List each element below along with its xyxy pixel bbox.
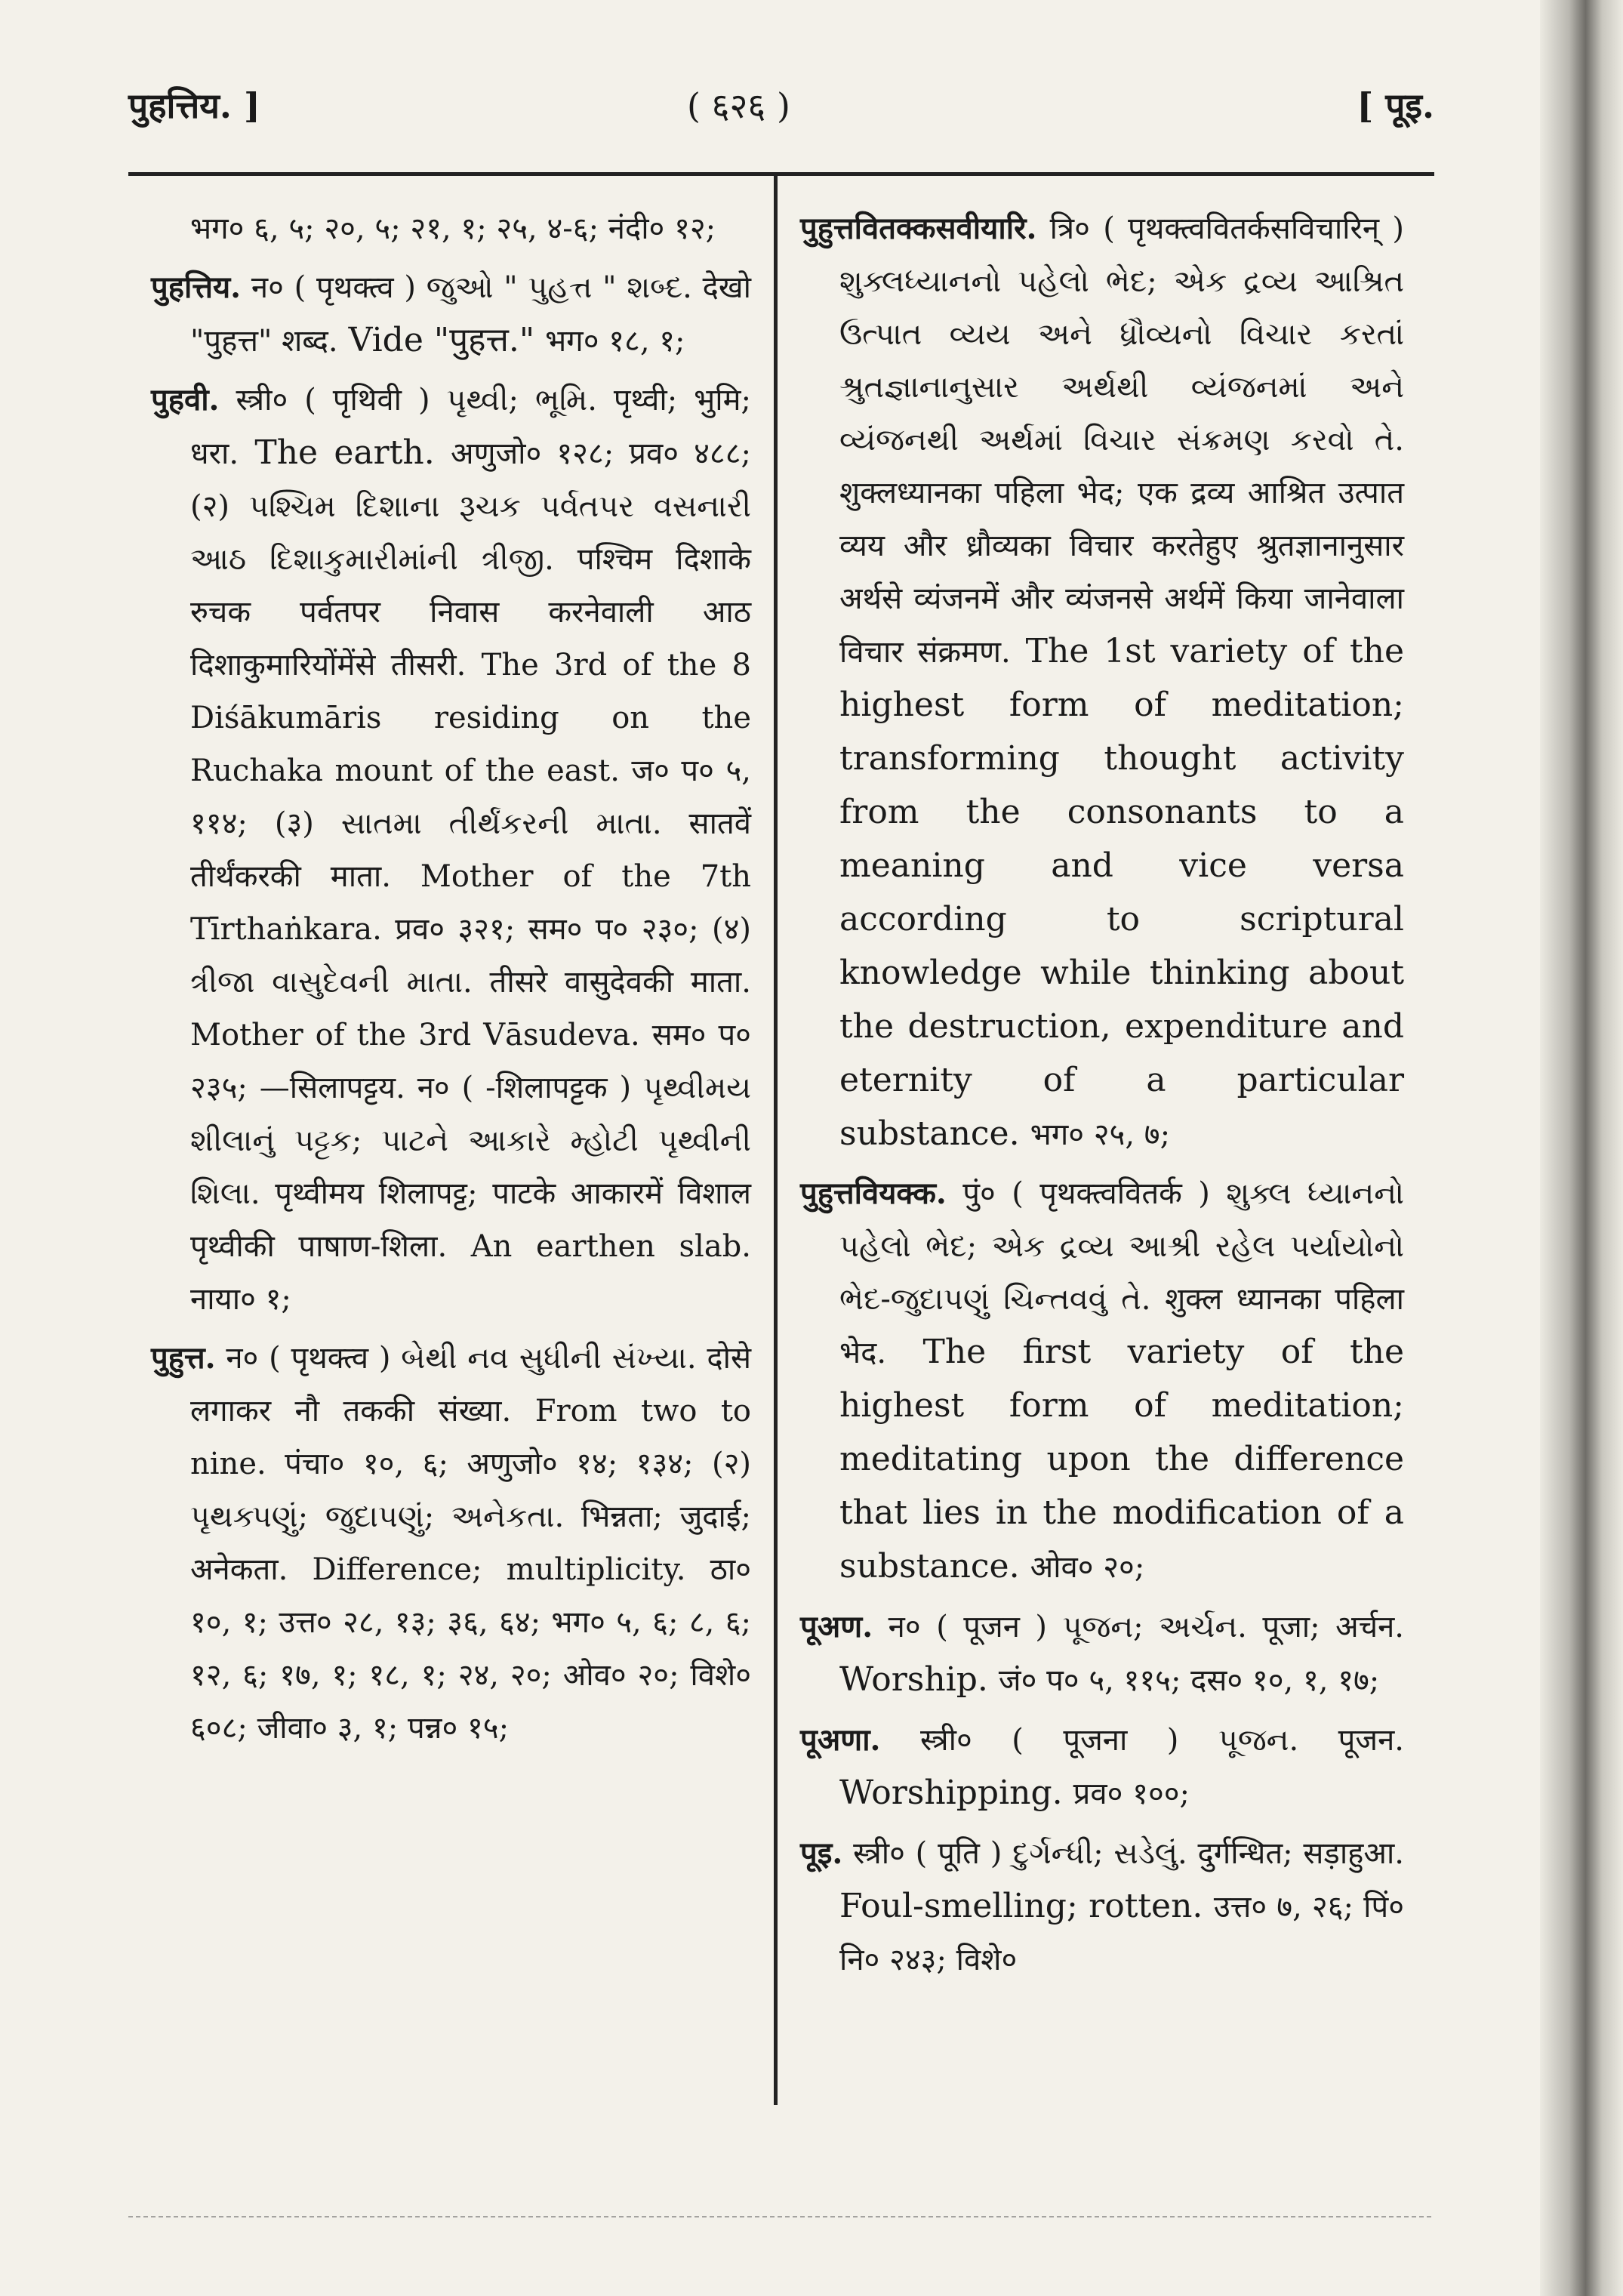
entry-text: त्रि० ( पृथक्त्ववितर्कसविचारिन् ) શુક્લધ્યાનનો પહેલો ભેદ; એક દ્રવ્ય આશ્રિત ઉત્પાત વ્યય અને ધ્રૌવ્યનો વિચાર કરતાં શ્રુતજ્ઞાનાનુસાર અર્થથી વ્યંજનમાં અને વ્યંજનથી અર્થમાં વિચાર સંક્રમણ કરવો તે. शुक्लध्यानका पहिला भेद; एक द्रव्य आश्रित उत्पात व्यय और ध्रौव्यका विचार करतेहुए श्रुतज्ञानानुसार अर्थसे व्यंजनमें और व्यंजनसे अर्थमें किया जानेवाला विचार संक्रमण. — [839, 211, 1404, 670]
entry-ref: प्रव० १००; — [1073, 1777, 1190, 1811]
entry-headword: पुहवी. — [151, 382, 220, 418]
entry-text: भग० ६, ५; २०, ५; २१, १; २५, ४-६; नंदी० १२; — [190, 211, 716, 246]
dictionary-entry — [151, 374, 751, 1326]
page-bottom-edge — [128, 2216, 1434, 2217]
entry-ref: ओव० २०; — [1030, 1550, 1145, 1585]
header-rule — [128, 172, 1434, 176]
page-header — [128, 82, 1434, 142]
entry-english: The earth. — [239, 433, 451, 472]
entry-english: The first variety of the highest form of meditation; meditating upon the difference that lies in the modification of a substance. — [839, 1333, 1404, 1586]
left-column — [151, 202, 751, 1761]
entry-text: स्त्री० ( पूति ) દુર્ગન્ધી; સડેલું. दुर्गन्धित; सड़ाहुआ. — [853, 1836, 1405, 1871]
entry-text: स्त्री० ( पूजना ) પૂજન. पूजन. — [919, 1723, 1404, 1758]
entry-headword: पुहुत्त. — [151, 1340, 216, 1376]
entry-headword: पूअण. — [800, 1609, 873, 1644]
page-binding-edge — [1540, 0, 1623, 2296]
header-left-guideword: पुहत्तिय. ] — [128, 85, 260, 126]
entry-headword: पुहुत्तवियक्क. — [800, 1176, 947, 1211]
entry-text: न० ( पूजन ) પૂજન; અર્ચન. पूजा; अर्चन. — [888, 1610, 1405, 1644]
entry-ref: जं० प० ५, ११५; दस० १०, १, १७; — [998, 1663, 1380, 1698]
dictionary-entry — [800, 1826, 1404, 1986]
entry-ref: उत्त० ७, २६; पिं० नि० २४३; विशे० — [839, 1890, 1404, 1977]
dictionary-entry — [151, 1332, 751, 1755]
entry-text: न० ( पृथक्त्व ) જુઓ " પુહત્ત " શબ્દ. देखो "पुहत्त" शब्द. — [190, 270, 751, 359]
entry-text: स्त्री० ( पृथिवी ) પૃથ્વી; ભૂમિ. पृथ्वी; भुमि; धरा. — [190, 383, 752, 471]
right-column — [800, 202, 1404, 1992]
entry-headword: पुहुत्तवितक्कसवीयारि. — [800, 211, 1037, 246]
entry-headword: पूअणा. — [800, 1722, 881, 1758]
entry-english: Vide "पुहत्त." — [337, 321, 546, 359]
dictionary-entry — [800, 202, 1404, 1161]
header-right-guideword: [ पूइ. — [1357, 85, 1434, 126]
column-divider — [774, 172, 778, 2105]
entry-ref: भग० २५, ७; — [1030, 1117, 1171, 1152]
entry-ref: भग० १८, १; — [545, 324, 685, 359]
entry-headword: पुहत्तिय. — [151, 270, 242, 305]
entry-ref: अणुजो० १२८; प्रव० ४८८; (२) પશ્ચિમ દિશાના રૂચક પર્વતપર વસનારી આઠ દિશાકુમારીમાંની ત્રીજી. पश्चिम दिशाके रुचक पर्वतपर निवास करनेवाली आठ दिशाकुमारियोंमेंसे तीसरी. The 3rd of the 8 Diśākumāris residing on the Ruchaka mount of the east. ज० प० ५, ११४; (३) સાતમા તીર્થંકરની માતા. सातवें तीर्थंकरकी माता. Mother of the 7th Tīrthaṅkara. प्रव० ३२१; सम० प० २३०; (४) ત્રીજા વાસુદેવની માતા. तीसरे वासुदेवकी माता. Mother of the 3rd Vāsudeva. सम० प० २३५; —सिलापट्टय. न० ( -शिलापट्टक ) પૃથ્વીમય શીલાનું પટ્ટક; પાટને આકારે મ્હોટી પૃથ્વીની શિલા. पृथ्वीमय शिलापट्ट; पाटके आकारमें विशाल पृथ्वीकी पाषाण-शिला. An earthen slab. नाया० १; — [190, 436, 751, 1317]
entry-english: Worshipping. — [839, 1774, 1073, 1812]
entry-text: न० ( पृथक्त्व ) બેથી નવ સુધીની સંખ્યા. दोसे लगाकर नौ तककी संख्या. From two to nine. पंचा० १०, ६; अणुजो० १४; १३४; (२) પૃથક્પણું; જુદાપણું; અનેકતા. भिन्नता; जुदाई; अनेकता. Difference; multiplicity. ठा० १०, १; उत्त० २८, १३; ३६, ६४; भग० ५, ६; ८, ६; १२, ६; १७, १; १८, १; २४, २०; ओव० २०; विशे० ६०८; जीवा० ३, १; पन्न० १५; — [190, 1341, 752, 1746]
dictionary-entry — [151, 261, 751, 368]
entry-headword: पूइ. — [800, 1835, 843, 1871]
entry-english: Foul-smelling; rotten. — [839, 1887, 1214, 1925]
dictionary-entry — [800, 1167, 1404, 1594]
entry-english: Worship. — [839, 1660, 999, 1699]
dictionary-entry — [800, 1713, 1404, 1820]
entry-text: पुं० ( पृथक्त्ववितर्क ) શુક્લ ધ્યાનનો પહેલો ભેદ; એક દ્રવ્ય આશ્રી રહેલ પર્યાયોનો ભેદ-જુદાપણું ચિન્તવવું તે. शुक्ल ध्यानका पहिला भेद. — [839, 1176, 1405, 1370]
page-number: ( ६२६ ) — [687, 85, 790, 126]
dictionary-entry — [800, 1600, 1404, 1707]
entry-english: The 1st variety of the highest form of meditation; transforming thought activity from the consonants to a meaning and vice versa according to scriptural knowledge while thinking about the destruction, expenditure and eternity of a particular substance. — [839, 632, 1404, 1153]
dictionary-entry — [151, 202, 751, 255]
